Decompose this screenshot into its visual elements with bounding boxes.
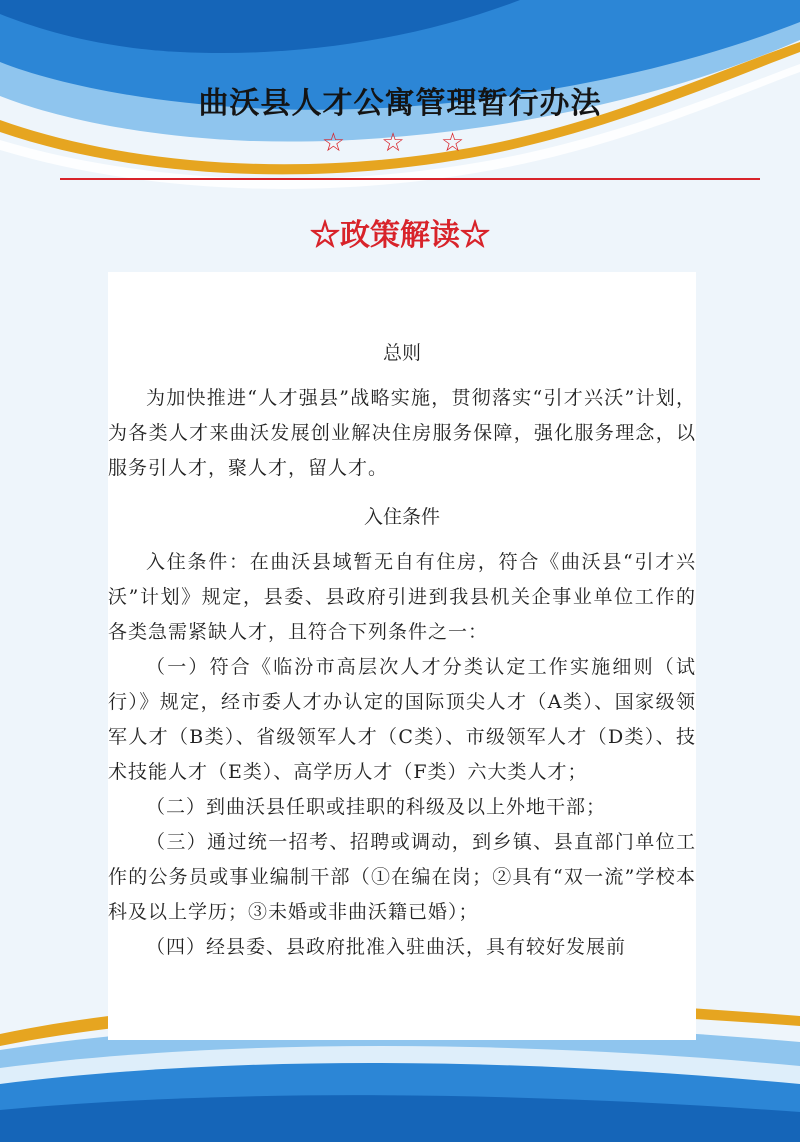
eligibility-item-4: （四）经县委、县政府批准入驻曲沃，具有较好发展前 <box>146 936 627 958</box>
star-decoration: ☆ ☆ ☆ <box>321 128 479 158</box>
content-card <box>108 272 696 1040</box>
title-divider <box>60 178 760 180</box>
spacer <box>108 365 696 381</box>
eligibility-intro-paragraph: 入住条件：在曲沃县域暂无自有住房，符合《曲沃县“引才兴沃”计划》规定，县委、县政府引进到我县机关企事业单位工作的各类急需紧缺人才，且符合下列条件之一： <box>108 551 696 643</box>
policy-interpretation-heading: ☆政策解读☆ <box>310 218 490 253</box>
document-body <box>108 338 696 965</box>
eligibility-item-3: （三）通过统一招考、招聘或调动，到乡镇、县直部门单位工作的公务员或事业编制干部（①在编在岗；②具有“双一流”学校本科及以上学历；③未婚或非曲沃籍已婚）； <box>108 831 696 923</box>
spacer <box>108 486 696 502</box>
general-principles-paragraph: 为加快推进“人才强县”战略实施，贯彻落实“引才兴沃”计划，为各类人才来曲沃发展创业解决住房服务保障，强化服务理念，以服务引人才，聚人才，留人才。 <box>108 387 696 479</box>
eligibility-item-2: （二）到曲沃县任职或挂职的科级及以上外地干部； <box>146 796 607 818</box>
section-heading-eligibility: 入住条件 <box>363 506 440 528</box>
spacer <box>108 529 696 545</box>
page-title: 曲沃县人才公寓管理暂行办法 <box>198 86 602 121</box>
eligibility-item-1: （一）符合《临汾市高层次人才分类认定工作实施细则（试行）》规定，经市委人才办认定的国际顶尖人才（A类）、国家级领军人才（B类）、省级领军人才（C类）、市级领军人才（D类）、技术技能人才（E类）、高学历人才（F类）六大类人才； <box>108 656 696 783</box>
section-heading-general: 总则 <box>382 342 421 364</box>
